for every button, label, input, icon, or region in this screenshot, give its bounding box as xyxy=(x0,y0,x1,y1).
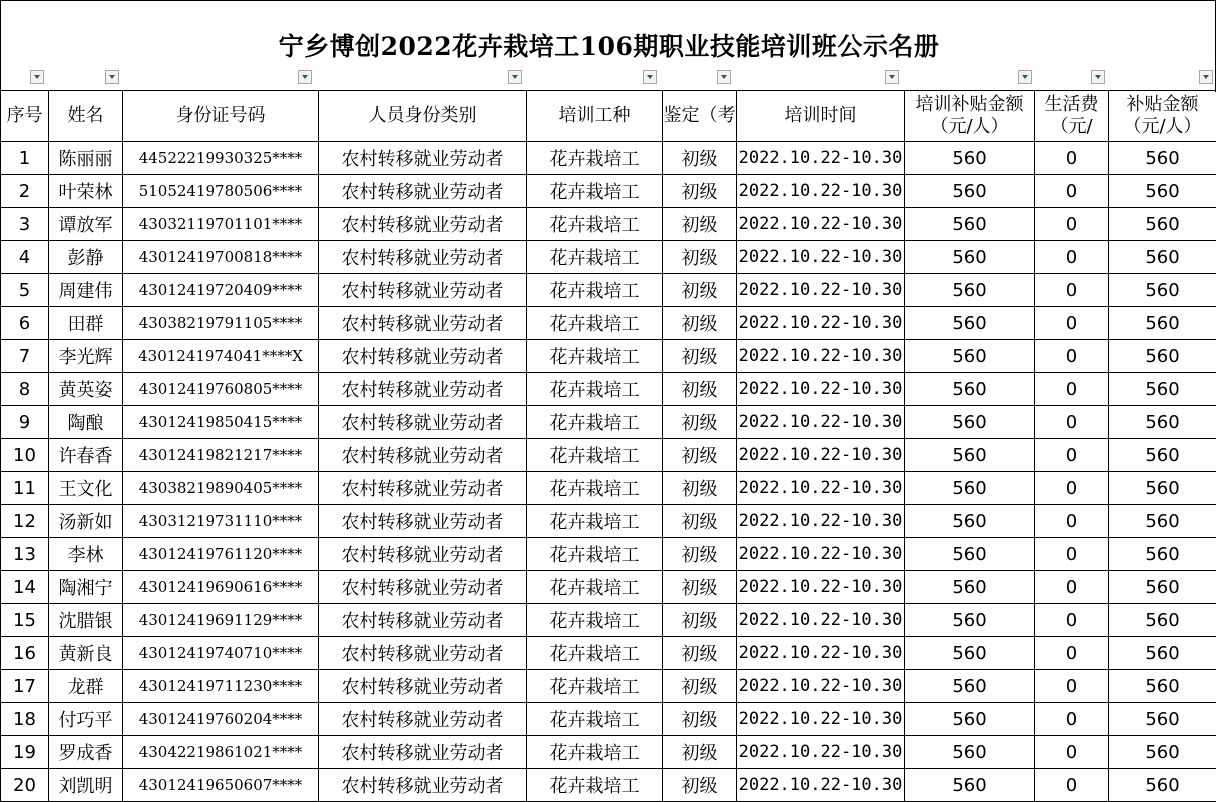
cell-training-subsidy[interactable]: 560 xyxy=(905,241,1035,274)
cell-trade[interactable]: 花卉栽培工 xyxy=(527,241,663,274)
cell-name[interactable]: 许春香 xyxy=(49,439,123,472)
cell-category[interactable]: 农村转移就业劳动者 xyxy=(319,406,527,439)
cell-name[interactable]: 沈腊银 xyxy=(49,604,123,637)
cell-category[interactable]: 农村转移就业劳动者 xyxy=(319,637,527,670)
cell-trade[interactable]: 花卉栽培工 xyxy=(527,571,663,604)
page-title: 宁乡博创2022花卉栽培工106期职业技能培训班公示名册 xyxy=(1,27,1216,63)
cell-name[interactable]: 罗成香 xyxy=(49,736,123,769)
cell-training-subsidy[interactable]: 560 xyxy=(905,703,1035,736)
cell-subsidy-amount[interactable]: 560 xyxy=(1109,307,1216,340)
cell-category[interactable]: 农村转移就业劳动者 xyxy=(319,538,527,571)
cell-level[interactable]: 初级 xyxy=(663,241,737,274)
cell-name[interactable]: 彭静 xyxy=(49,241,123,274)
cell-id-number[interactable]: 43012419711230**** xyxy=(123,670,319,703)
cell-index[interactable]: 11 xyxy=(1,472,49,505)
cell-name[interactable]: 周建伟 xyxy=(49,274,123,307)
cell-training-time[interactable]: 2022.10.22-10.30 xyxy=(737,307,905,340)
cell-training-subsidy[interactable]: 560 xyxy=(905,505,1035,538)
cell-category[interactable]: 农村转移就业劳动者 xyxy=(319,670,527,703)
header-cell-living-allowance[interactable]: 生活费（元/ xyxy=(1035,91,1109,142)
cell-level[interactable]: 初级 xyxy=(663,571,737,604)
cell-training-subsidy[interactable]: 560 xyxy=(905,439,1035,472)
cell-training-time[interactable]: 2022.10.22-10.30 xyxy=(737,241,905,274)
cell-subsidy-amount[interactable]: 560 xyxy=(1109,142,1216,175)
cell-index[interactable]: 8 xyxy=(1,373,49,406)
cell-index[interactable]: 9 xyxy=(1,406,49,439)
cell-living-allowance[interactable]: 0 xyxy=(1035,769,1109,802)
cell-level[interactable]: 初级 xyxy=(663,307,737,340)
cell-category[interactable]: 农村转移就业劳动者 xyxy=(319,373,527,406)
cell-living-allowance[interactable]: 0 xyxy=(1035,637,1109,670)
cell-name[interactable]: 陈丽丽 xyxy=(49,142,123,175)
filter-dropdown-icon[interactable] xyxy=(1018,70,1032,84)
cell-training-time[interactable]: 2022.10.22-10.30 xyxy=(737,340,905,373)
cell-trade[interactable]: 花卉栽培工 xyxy=(527,472,663,505)
cell-trade[interactable]: 花卉栽培工 xyxy=(527,274,663,307)
cell-training-subsidy[interactable]: 560 xyxy=(905,637,1035,670)
cell-living-allowance[interactable]: 0 xyxy=(1035,307,1109,340)
table-row xyxy=(1,604,1216,637)
cell-living-allowance[interactable]: 0 xyxy=(1035,604,1109,637)
roster-table xyxy=(0,90,1216,802)
cell-training-subsidy[interactable]: 560 xyxy=(905,175,1035,208)
cell-index[interactable]: 5 xyxy=(1,274,49,307)
cell-category[interactable]: 农村转移就业劳动者 xyxy=(319,340,527,373)
cell-index[interactable]: 6 xyxy=(1,307,49,340)
cell-level[interactable]: 初级 xyxy=(663,406,737,439)
cell-training-time[interactable]: 2022.10.22-10.30 xyxy=(737,274,905,307)
cell-id-number[interactable]: 43042219861021**** xyxy=(123,736,319,769)
cell-subsidy-amount[interactable]: 560 xyxy=(1109,340,1216,373)
cell-index[interactable]: 10 xyxy=(1,439,49,472)
cell-training-subsidy[interactable]: 560 xyxy=(905,769,1035,802)
cell-index[interactable]: 15 xyxy=(1,604,49,637)
cell-category[interactable]: 农村转移就业劳动者 xyxy=(319,208,527,241)
cell-index[interactable]: 13 xyxy=(1,538,49,571)
cell-category[interactable]: 农村转移就业劳动者 xyxy=(319,505,527,538)
cell-index[interactable]: 2 xyxy=(1,175,49,208)
cell-trade[interactable]: 花卉栽培工 xyxy=(527,406,663,439)
cell-training-time[interactable]: 2022.10.22-10.30 xyxy=(737,406,905,439)
cell-name[interactable]: 田群 xyxy=(49,307,123,340)
cell-name[interactable]: 叶荣林 xyxy=(49,175,123,208)
cell-living-allowance[interactable]: 0 xyxy=(1035,406,1109,439)
cell-subsidy-amount[interactable]: 560 xyxy=(1109,472,1216,505)
table-row xyxy=(1,274,1216,307)
cell-level[interactable]: 初级 xyxy=(663,703,737,736)
filter-dropdown-icon[interactable] xyxy=(30,70,44,84)
cell-trade[interactable]: 花卉栽培工 xyxy=(527,505,663,538)
cell-subsidy-amount[interactable]: 560 xyxy=(1109,670,1216,703)
table-row xyxy=(1,142,1216,175)
table-row xyxy=(1,175,1216,208)
cell-index[interactable]: 17 xyxy=(1,670,49,703)
header-cell-training-subsidy[interactable]: 培训补贴金额（元/人） xyxy=(905,91,1035,142)
cell-training-time[interactable]: 2022.10.22-10.30 xyxy=(737,571,905,604)
cell-id-number[interactable]: 43012419700818**** xyxy=(123,241,319,274)
cell-subsidy-amount[interactable]: 560 xyxy=(1109,637,1216,670)
cell-trade[interactable]: 花卉栽培工 xyxy=(527,340,663,373)
header-row xyxy=(1,91,1216,142)
cell-training-time[interactable]: 2022.10.22-10.30 xyxy=(737,472,905,505)
cell-training-time[interactable]: 2022.10.22-10.30 xyxy=(737,142,905,175)
cell-category[interactable]: 农村转移就业劳动者 xyxy=(319,472,527,505)
table-row xyxy=(1,241,1216,274)
filter-dropdown-icon[interactable] xyxy=(885,70,899,84)
cell-index[interactable]: 18 xyxy=(1,703,49,736)
cell-trade[interactable]: 花卉栽培工 xyxy=(527,307,663,340)
cell-subsidy-amount[interactable]: 560 xyxy=(1109,241,1216,274)
header-cell-name[interactable]: 姓名 xyxy=(49,91,123,142)
cell-level[interactable]: 初级 xyxy=(663,175,737,208)
cell-trade[interactable]: 花卉栽培工 xyxy=(527,175,663,208)
cell-level[interactable]: 初级 xyxy=(663,340,737,373)
table-row xyxy=(1,439,1216,472)
header-cell-category[interactable]: 人员身份类别 xyxy=(319,91,527,142)
cell-name[interactable]: 龙群 xyxy=(49,670,123,703)
cell-subsidy-amount[interactable]: 560 xyxy=(1109,703,1216,736)
cell-training-subsidy[interactable]: 560 xyxy=(905,538,1035,571)
cell-training-subsidy[interactable]: 560 xyxy=(905,406,1035,439)
cell-name[interactable]: 黄新良 xyxy=(49,637,123,670)
cell-training-subsidy[interactable]: 560 xyxy=(905,604,1035,637)
table-row xyxy=(1,340,1216,373)
cell-training-subsidy[interactable]: 560 xyxy=(905,472,1035,505)
cell-living-allowance[interactable]: 0 xyxy=(1035,736,1109,769)
table-row xyxy=(1,736,1216,769)
table-row xyxy=(1,769,1216,802)
table-row xyxy=(1,208,1216,241)
cell-level[interactable]: 初级 xyxy=(663,769,737,802)
cell-id-number[interactable]: 43012419690616**** xyxy=(123,571,319,604)
cell-training-subsidy[interactable]: 560 xyxy=(905,274,1035,307)
cell-level[interactable]: 初级 xyxy=(663,736,737,769)
table-row xyxy=(1,472,1216,505)
cell-subsidy-amount[interactable]: 560 xyxy=(1109,604,1216,637)
cell-training-subsidy[interactable]: 560 xyxy=(905,208,1035,241)
cell-subsidy-amount[interactable]: 560 xyxy=(1109,505,1216,538)
header-cell-id-number[interactable]: 身份证号码 xyxy=(123,91,319,142)
cell-training-subsidy[interactable]: 560 xyxy=(905,571,1035,604)
cell-id-number[interactable]: 43012419760204**** xyxy=(123,703,319,736)
cell-id-number[interactable]: 43012419821217**** xyxy=(123,439,319,472)
cell-category[interactable]: 农村转移就业劳动者 xyxy=(319,604,527,637)
cell-level[interactable]: 初级 xyxy=(663,439,737,472)
cell-level[interactable]: 初级 xyxy=(663,670,737,703)
cell-index[interactable]: 19 xyxy=(1,736,49,769)
header-cell-trade[interactable]: 培训工种 xyxy=(527,91,663,142)
cell-living-allowance[interactable]: 0 xyxy=(1035,670,1109,703)
cell-living-allowance[interactable]: 0 xyxy=(1035,538,1109,571)
cell-subsidy-amount[interactable]: 560 xyxy=(1109,736,1216,769)
cell-subsidy-amount[interactable]: 560 xyxy=(1109,439,1216,472)
table-row xyxy=(1,307,1216,340)
cell-subsidy-amount[interactable]: 560 xyxy=(1109,406,1216,439)
cell-living-allowance[interactable]: 0 xyxy=(1035,208,1109,241)
cell-training-time[interactable]: 2022.10.22-10.30 xyxy=(737,637,905,670)
cell-category[interactable]: 农村转移就业劳动者 xyxy=(319,736,527,769)
cell-training-subsidy[interactable]: 560 xyxy=(905,142,1035,175)
cell-training-time[interactable]: 2022.10.22-10.30 xyxy=(737,175,905,208)
cell-index[interactable]: 1 xyxy=(1,142,49,175)
cell-trade[interactable]: 花卉栽培工 xyxy=(527,538,663,571)
cell-name[interactable]: 汤新如 xyxy=(49,505,123,538)
cell-training-time[interactable]: 2022.10.22-10.30 xyxy=(737,670,905,703)
cell-name[interactable]: 谭放军 xyxy=(49,208,123,241)
cell-id-number[interactable]: 43012419761120**** xyxy=(123,538,319,571)
cell-name[interactable]: 王文化 xyxy=(49,472,123,505)
filter-dropdown-icon[interactable] xyxy=(643,70,657,84)
cell-trade[interactable]: 花卉栽培工 xyxy=(527,637,663,670)
header-cell-training-time[interactable]: 培训时间 xyxy=(737,91,905,142)
cell-name[interactable]: 陶湘宁 xyxy=(49,571,123,604)
cell-living-allowance[interactable]: 0 xyxy=(1035,439,1109,472)
cell-index[interactable]: 14 xyxy=(1,571,49,604)
cell-name[interactable]: 付巧平 xyxy=(49,703,123,736)
cell-living-allowance[interactable]: 0 xyxy=(1035,175,1109,208)
cell-training-subsidy[interactable]: 560 xyxy=(905,373,1035,406)
cell-index[interactable]: 12 xyxy=(1,505,49,538)
table-row xyxy=(1,637,1216,670)
cell-index[interactable]: 20 xyxy=(1,769,49,802)
cell-living-allowance[interactable]: 0 xyxy=(1035,142,1109,175)
cell-id-number[interactable]: 43012419850415**** xyxy=(123,406,319,439)
cell-index[interactable]: 4 xyxy=(1,241,49,274)
cell-level[interactable]: 初级 xyxy=(663,604,737,637)
header-cell-assessment[interactable]: 鉴定（考 xyxy=(663,91,737,142)
cell-level[interactable]: 初级 xyxy=(663,142,737,175)
cell-trade[interactable]: 花卉栽培工 xyxy=(527,736,663,769)
cell-name[interactable]: 黄英姿 xyxy=(49,373,123,406)
cell-id-number[interactable]: 43012419760805**** xyxy=(123,373,319,406)
cell-id-number[interactable]: 43012419740710**** xyxy=(123,637,319,670)
cell-name[interactable]: 陶酿 xyxy=(49,406,123,439)
cell-training-time[interactable]: 2022.10.22-10.30 xyxy=(737,703,905,736)
cell-category[interactable]: 农村转移就业劳动者 xyxy=(319,241,527,274)
cell-level[interactable]: 初级 xyxy=(663,472,737,505)
table-row xyxy=(1,703,1216,736)
table-row xyxy=(1,406,1216,439)
cell-id-number[interactable]: 43032119701101**** xyxy=(123,208,319,241)
cell-index[interactable]: 7 xyxy=(1,340,49,373)
cell-id-number[interactable]: 43038219791105**** xyxy=(123,307,319,340)
cell-id-number[interactable]: 51052419780506**** xyxy=(123,175,319,208)
cell-training-time[interactable]: 2022.10.22-10.30 xyxy=(737,505,905,538)
cell-training-subsidy[interactable]: 560 xyxy=(905,307,1035,340)
table-row xyxy=(1,571,1216,604)
cell-subsidy-amount[interactable]: 560 xyxy=(1109,571,1216,604)
cell-training-subsidy[interactable]: 560 xyxy=(905,340,1035,373)
filter-dropdown-icon[interactable] xyxy=(1091,70,1105,84)
cell-subsidy-amount[interactable]: 560 xyxy=(1109,274,1216,307)
cell-trade[interactable]: 花卉栽培工 xyxy=(527,208,663,241)
cell-level[interactable]: 初级 xyxy=(663,538,737,571)
cell-id-number[interactable]: 4301241974041****X xyxy=(123,340,319,373)
cell-level[interactable]: 初级 xyxy=(663,274,737,307)
table-row xyxy=(1,505,1216,538)
cell-name[interactable]: 李林 xyxy=(49,538,123,571)
cell-living-allowance[interactable]: 0 xyxy=(1035,472,1109,505)
cell-level[interactable]: 初级 xyxy=(663,208,737,241)
cell-trade[interactable]: 花卉栽培工 xyxy=(527,142,663,175)
cell-training-subsidy[interactable]: 560 xyxy=(905,670,1035,703)
cell-subsidy-amount[interactable]: 560 xyxy=(1109,538,1216,571)
filter-dropdown-icon[interactable] xyxy=(508,70,522,84)
cell-living-allowance[interactable]: 0 xyxy=(1035,241,1109,274)
cell-trade[interactable]: 花卉栽培工 xyxy=(527,373,663,406)
cell-name[interactable]: 刘凯明 xyxy=(49,769,123,802)
cell-training-time[interactable]: 2022.10.22-10.30 xyxy=(737,538,905,571)
cell-id-number[interactable]: 43012419720409**** xyxy=(123,274,319,307)
cell-category[interactable]: 农村转移就业劳动者 xyxy=(319,142,527,175)
filter-row xyxy=(0,70,1216,90)
table-row xyxy=(1,538,1216,571)
cell-category[interactable]: 农村转移就业劳动者 xyxy=(319,439,527,472)
cell-subsidy-amount[interactable]: 560 xyxy=(1109,373,1216,406)
cell-category[interactable]: 农村转移就业劳动者 xyxy=(319,307,527,340)
cell-id-number[interactable]: 43012419691129**** xyxy=(123,604,319,637)
cell-level[interactable]: 初级 xyxy=(663,373,737,406)
cell-category[interactable]: 农村转移就业劳动者 xyxy=(319,274,527,307)
filter-dropdown-icon[interactable] xyxy=(717,70,731,84)
filter-dropdown-icon[interactable] xyxy=(1199,70,1213,84)
cell-training-subsidy[interactable]: 560 xyxy=(905,736,1035,769)
filter-dropdown-icon[interactable] xyxy=(298,70,312,84)
cell-category[interactable]: 农村转移就业劳动者 xyxy=(319,769,527,802)
cell-subsidy-amount[interactable]: 560 xyxy=(1109,769,1216,802)
cell-index[interactable]: 3 xyxy=(1,208,49,241)
cell-training-time[interactable]: 2022.10.22-10.30 xyxy=(737,439,905,472)
cell-category[interactable]: 农村转移就业劳动者 xyxy=(319,175,527,208)
table-row xyxy=(1,670,1216,703)
cell-living-allowance[interactable]: 0 xyxy=(1035,505,1109,538)
cell-living-allowance[interactable]: 0 xyxy=(1035,703,1109,736)
cell-living-allowance[interactable]: 0 xyxy=(1035,571,1109,604)
cell-trade[interactable]: 花卉栽培工 xyxy=(527,439,663,472)
cell-id-number[interactable]: 43012419650607**** xyxy=(123,769,319,802)
cell-training-time[interactable]: 2022.10.22-10.30 xyxy=(737,373,905,406)
cell-trade[interactable]: 花卉栽培工 xyxy=(527,670,663,703)
cell-subsidy-amount[interactable]: 560 xyxy=(1109,208,1216,241)
header-cell-subsidy-amount[interactable]: 补贴金额（元/人） xyxy=(1109,91,1216,142)
cell-trade[interactable]: 花卉栽培工 xyxy=(527,769,663,802)
header-cell-index[interactable]: 序号 xyxy=(1,91,49,142)
cell-id-number[interactable]: 43031219731110**** xyxy=(123,505,319,538)
filter-dropdown-icon[interactable] xyxy=(105,70,119,84)
cell-training-time[interactable]: 2022.10.22-10.30 xyxy=(737,604,905,637)
cell-training-time[interactable]: 2022.10.22-10.30 xyxy=(737,208,905,241)
cell-trade[interactable]: 花卉栽培工 xyxy=(527,703,663,736)
cell-id-number[interactable]: 43038219890405**** xyxy=(123,472,319,505)
cell-id-number[interactable]: 44522219930325**** xyxy=(123,142,319,175)
cell-subsidy-amount[interactable]: 560 xyxy=(1109,175,1216,208)
cell-living-allowance[interactable]: 0 xyxy=(1035,373,1109,406)
cell-training-time[interactable]: 2022.10.22-10.30 xyxy=(737,769,905,802)
table-row xyxy=(1,373,1216,406)
cell-living-allowance[interactable]: 0 xyxy=(1035,274,1109,307)
cell-category[interactable]: 农村转移就业劳动者 xyxy=(319,703,527,736)
cell-living-allowance[interactable]: 0 xyxy=(1035,340,1109,373)
cell-level[interactable]: 初级 xyxy=(663,637,737,670)
cell-level[interactable]: 初级 xyxy=(663,505,737,538)
cell-name[interactable]: 李光辉 xyxy=(49,340,123,373)
cell-trade[interactable]: 花卉栽培工 xyxy=(527,604,663,637)
cell-category[interactable]: 农村转移就业劳动者 xyxy=(319,571,527,604)
cell-training-time[interactable]: 2022.10.22-10.30 xyxy=(737,736,905,769)
cell-index[interactable]: 16 xyxy=(1,637,49,670)
